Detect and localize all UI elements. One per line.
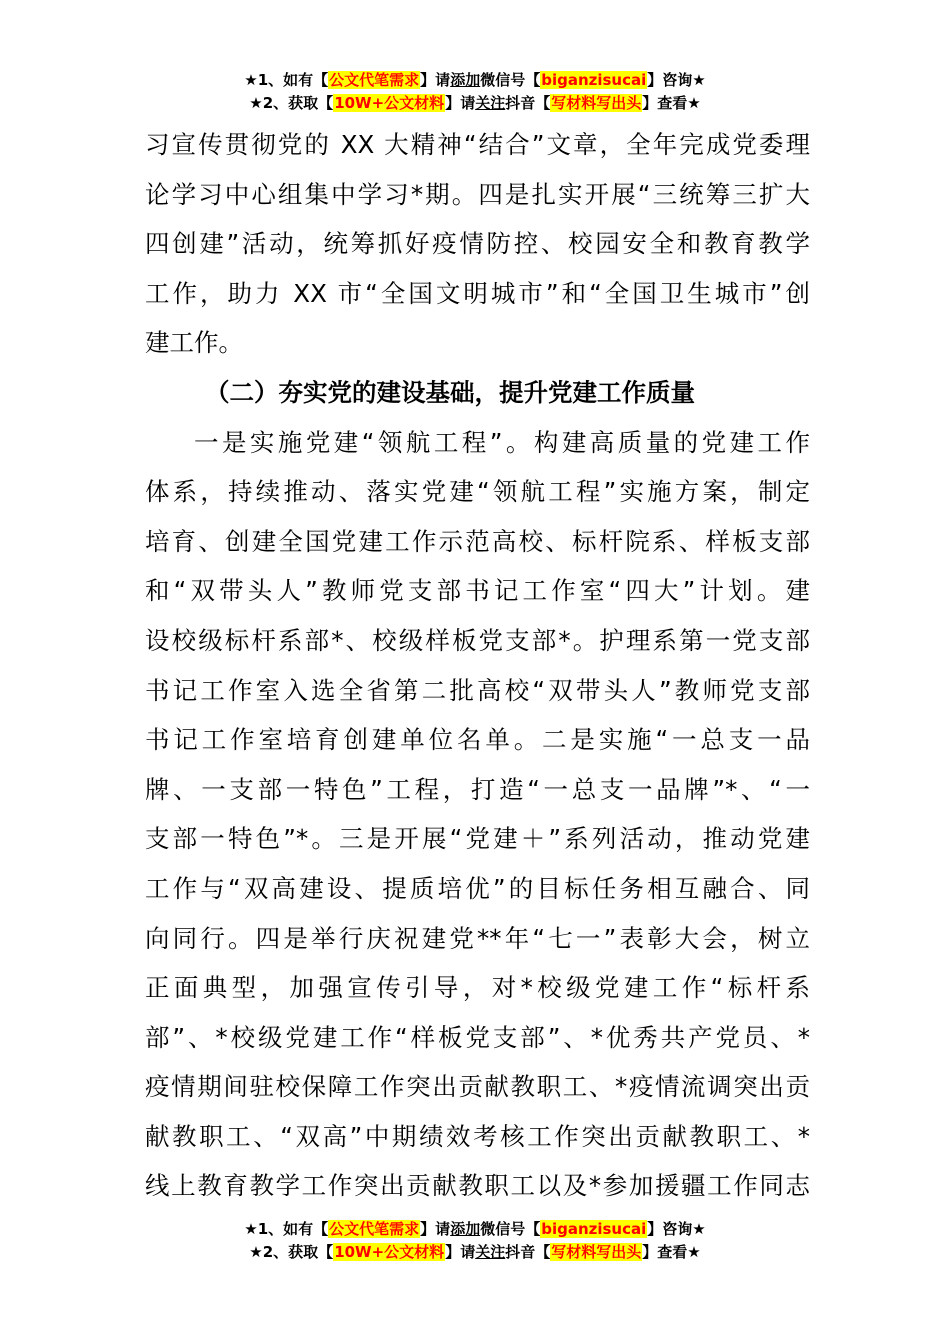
promo-text: 】咨询★ xyxy=(647,71,706,89)
body-line: 正面典型，加强宣传引导，对*校级党建工作“标杆系 xyxy=(145,973,810,1003)
body-line: 疫情期间驻校保障工作突出贡献教职工、*疫情流调突出贡 xyxy=(145,1072,810,1102)
body-line: 建工作。 xyxy=(145,328,243,358)
body-line: 线上教育教学工作突出贡献教职工以及*参加援疆工作同志 xyxy=(145,1171,810,1201)
promo-underlined-text: 添加 xyxy=(450,71,481,89)
promo-line-2 xyxy=(0,1242,950,1265)
promo-line-1 xyxy=(0,1219,950,1242)
body-line: 书记工作室入选全省第二批高校“双带头人”教师党支部 xyxy=(145,675,810,705)
body-line: 习宣传贯彻党的 XX 大精神“结合”文章，全年完成党委理 xyxy=(145,130,810,159)
promo-text: 】请 xyxy=(420,1220,451,1238)
promo-line-2 xyxy=(0,93,950,116)
promo-banner-bottom xyxy=(0,1219,950,1265)
promo-text: 抖音【 xyxy=(505,94,551,112)
body-line: 部”、*校级党建工作“样板党支部”、*优秀共产党员、* xyxy=(145,1022,810,1052)
promo-underlined-text: 关注 xyxy=(475,1243,506,1261)
promo-highlight: 10W+公文材料 xyxy=(334,1243,445,1261)
promo-highlight: 写材料写出头 xyxy=(551,1243,642,1261)
promo-highlight: 公文代笔需求 xyxy=(329,1220,420,1238)
promo-text: ★2、获取【 xyxy=(249,1243,334,1261)
body-line: 献教职工、“双高”中期绩效考核工作突出贡献教职工、* xyxy=(145,1121,810,1151)
body-line: 支部一特色”*。三是开展“党建＋”系列活动，推动党建 xyxy=(145,824,810,854)
body-line: 论学习中心组集中学习*期。四是扎实开展“三统筹三扩大 xyxy=(145,179,810,209)
promo-highlight: 写材料写出头 xyxy=(551,94,642,112)
promo-text: ★1、如有【 xyxy=(244,71,329,89)
promo-text: 】请 xyxy=(420,71,451,89)
body-line: 体系，持续推动、落实党建“领航工程”实施方案，制定 xyxy=(145,477,810,507)
body-line: 工作，助力 XX 市“全国文明城市”和“全国卫生城市”创 xyxy=(145,278,810,308)
promo-text: ★2、获取【 xyxy=(249,94,334,112)
promo-text: 】查看★ xyxy=(642,1243,701,1261)
promo-text: 抖音【 xyxy=(505,1243,551,1261)
body-line: 向同行。四是举行庆祝建党**年“七一”表彰大会，树立 xyxy=(145,923,810,953)
promo-highlight: biganzisucai xyxy=(541,1220,647,1238)
body-line: 工作与“双高建设、提质培优”的目标任务相互融合、同 xyxy=(145,873,810,903)
promo-highlight: biganzisucai xyxy=(541,71,647,89)
promo-text: 】请 xyxy=(445,94,476,112)
body-line: 和“双带头人”教师党支部书记工作室“四大”计划。建 xyxy=(145,576,810,606)
body-line: 书记工作室培育创建单位名单。二是实施“一总支一品 xyxy=(145,725,810,755)
promo-highlight: 公文代笔需求 xyxy=(329,71,420,89)
promo-text: 】查看★ xyxy=(642,94,701,112)
promo-text: 微信号【 xyxy=(480,1220,541,1238)
promo-text: ★1、如有【 xyxy=(244,1220,329,1238)
promo-text: 】咨询★ xyxy=(647,1220,706,1238)
promo-underlined-text: 添加 xyxy=(450,1220,481,1238)
promo-highlight: 10W+公文材料 xyxy=(334,94,445,112)
body-line: 培育、创建全国党建工作示范高校、标杆院系、样板支部 xyxy=(145,526,810,556)
promo-text: 】请 xyxy=(445,1243,476,1261)
body-line: 四创建”活动，统筹抓好疫情防控、校园安全和教育教学 xyxy=(145,229,810,259)
body-line: 设校级标杆系部*、校级样板党支部*。护理系第一党支部 xyxy=(145,625,810,655)
body-line: 牌、一支部一特色”工程，打造“一总支一品牌”*、“一 xyxy=(145,774,810,804)
promo-line-1 xyxy=(0,70,950,93)
document-body xyxy=(145,120,810,1211)
body-line: 一是实施党建“领航工程”。构建高质量的党建工作 xyxy=(194,427,810,457)
promo-underlined-text: 关注 xyxy=(475,94,506,112)
promo-text: 微信号【 xyxy=(480,71,541,89)
section-heading: （二）夯实党的建设基础，提升党建工作质量 xyxy=(205,377,695,407)
promo-banner-top xyxy=(0,70,950,116)
